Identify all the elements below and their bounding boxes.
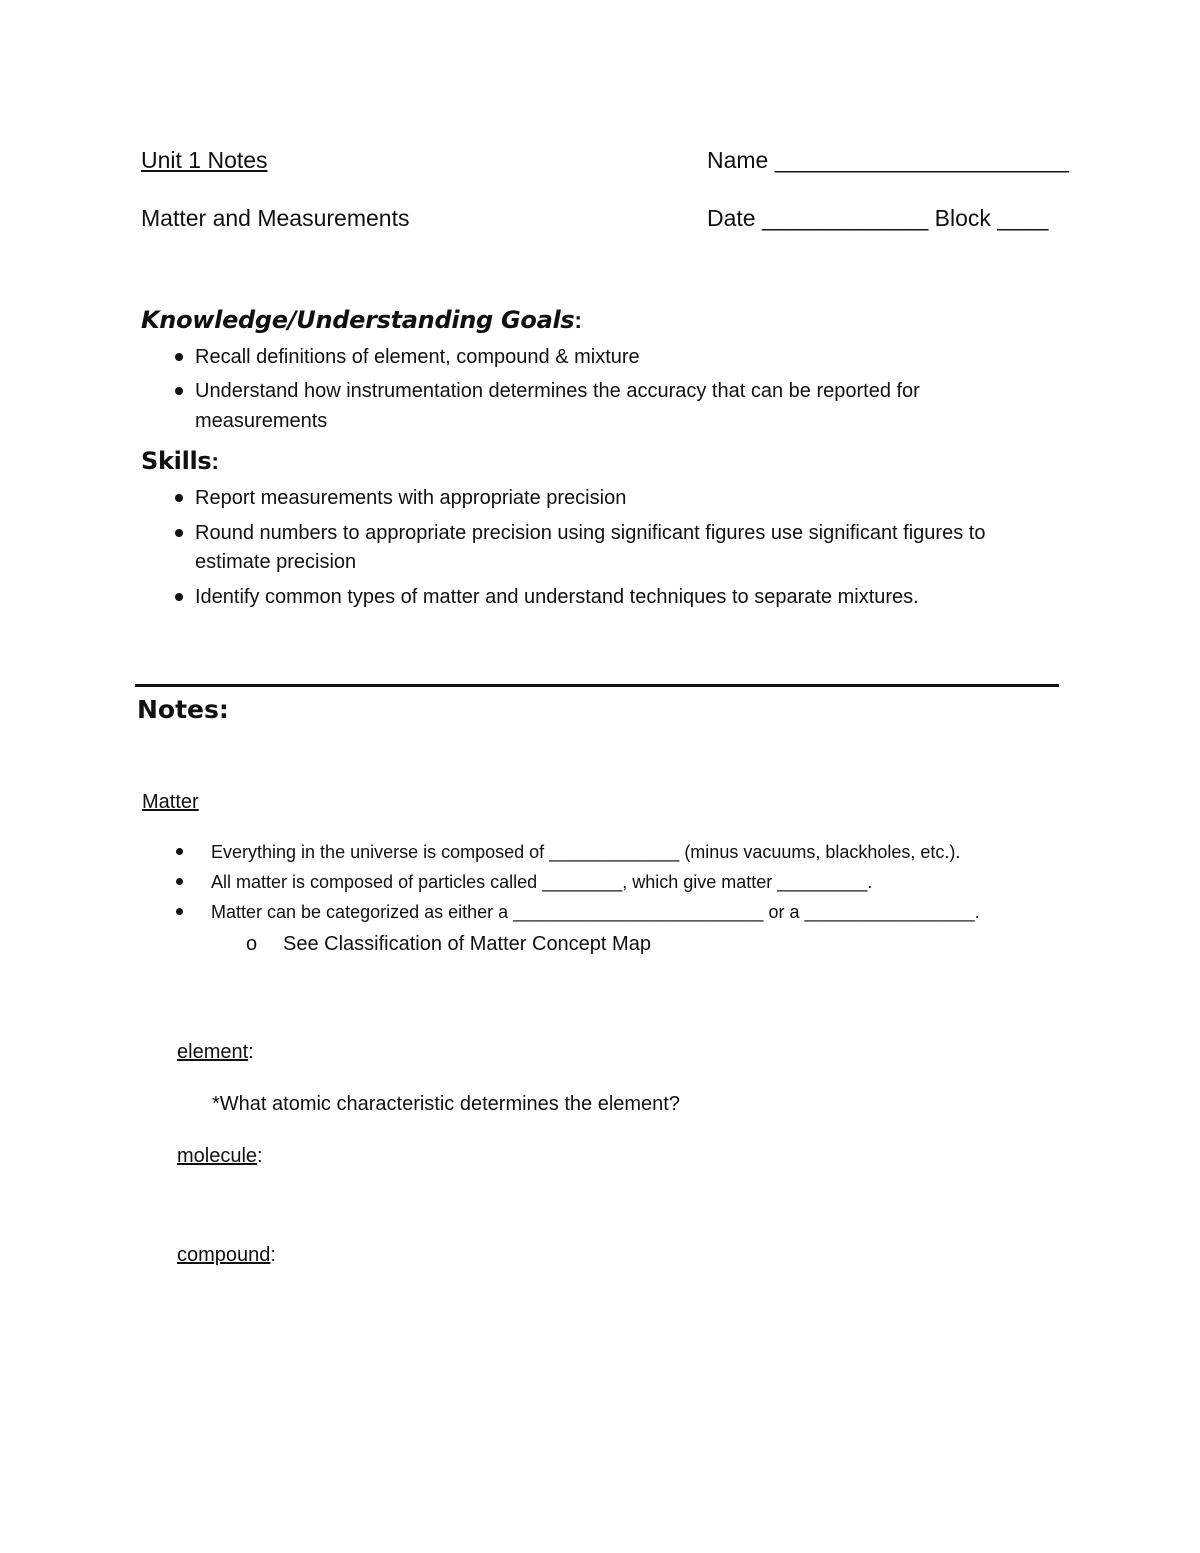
- matter-item-2: All matter is composed of particles called ________, which give matter _________.: [211, 872, 873, 892]
- bullet-dot: [175, 593, 183, 601]
- bullet-dot: [175, 529, 183, 537]
- goal-item-2-cont: measurements: [195, 410, 328, 432]
- term-colon: :: [257, 1145, 263, 1167]
- skills-heading-colon: :: [211, 448, 220, 474]
- term-colon: :: [248, 1041, 254, 1063]
- section-divider: [135, 684, 1059, 687]
- date-block-field-label: Date _____________ Block ____: [707, 205, 1049, 231]
- skill-item-3: Identify common types of matter and understand techniques to separate mixtures.: [195, 586, 919, 608]
- skill-item-2-cont: estimate precision: [195, 551, 357, 573]
- term-colon: :: [270, 1244, 276, 1266]
- term-compound: [177, 1242, 276, 1268]
- goals-heading-colon: :: [574, 307, 583, 333]
- notes-heading: Notes:: [137, 695, 229, 724]
- term-compound-word: compound: [177, 1244, 271, 1266]
- bullet-dot: [175, 353, 183, 361]
- skills-heading: [141, 446, 219, 476]
- matter-item-3: Matter can be categorized as either a _________________________ or a _________________.: [211, 902, 980, 922]
- term-element-word: element: [177, 1041, 249, 1063]
- goals-heading: [141, 305, 582, 335]
- matter-heading: Matter: [142, 791, 199, 813]
- topic-title: Matter and Measurements: [141, 205, 410, 231]
- bullet-dot: [176, 848, 183, 855]
- unit-title: Unit 1 Notes: [141, 147, 268, 173]
- term-molecule: [177, 1143, 263, 1169]
- skills-heading-text: Skills: [141, 447, 212, 475]
- name-field-label: Name _______________________: [707, 147, 1069, 173]
- goals-heading-text: Knowledge/Understanding Goals: [141, 306, 575, 334]
- bullet-dot: [175, 494, 183, 502]
- skill-item-1: Report measurements with appropriate precision: [195, 487, 627, 509]
- bullet-dot: [175, 387, 183, 395]
- bullet-dot: [176, 878, 183, 885]
- goal-item-2: Understand how instrumentation determines the accuracy that can be reported for: [195, 380, 920, 402]
- sub-item-concept-map: See Classification of Matter Concept Map: [283, 933, 651, 955]
- term-element: [177, 1039, 254, 1065]
- bullet-dot: [176, 908, 183, 915]
- term-molecule-word: molecule: [177, 1145, 258, 1167]
- sub-bullet-marker: o: [246, 933, 258, 955]
- skill-item-2: Round numbers to appropriate precision using significant figures use significant figures to: [195, 522, 986, 544]
- element-question: *What atomic characteristic determines the element?: [212, 1093, 680, 1115]
- matter-item-1: Everything in the universe is composed of _____________ (minus vacuums, blackholes, etc.).: [211, 842, 961, 862]
- goal-item-1: Recall definitions of element, compound & mixture: [195, 346, 640, 368]
